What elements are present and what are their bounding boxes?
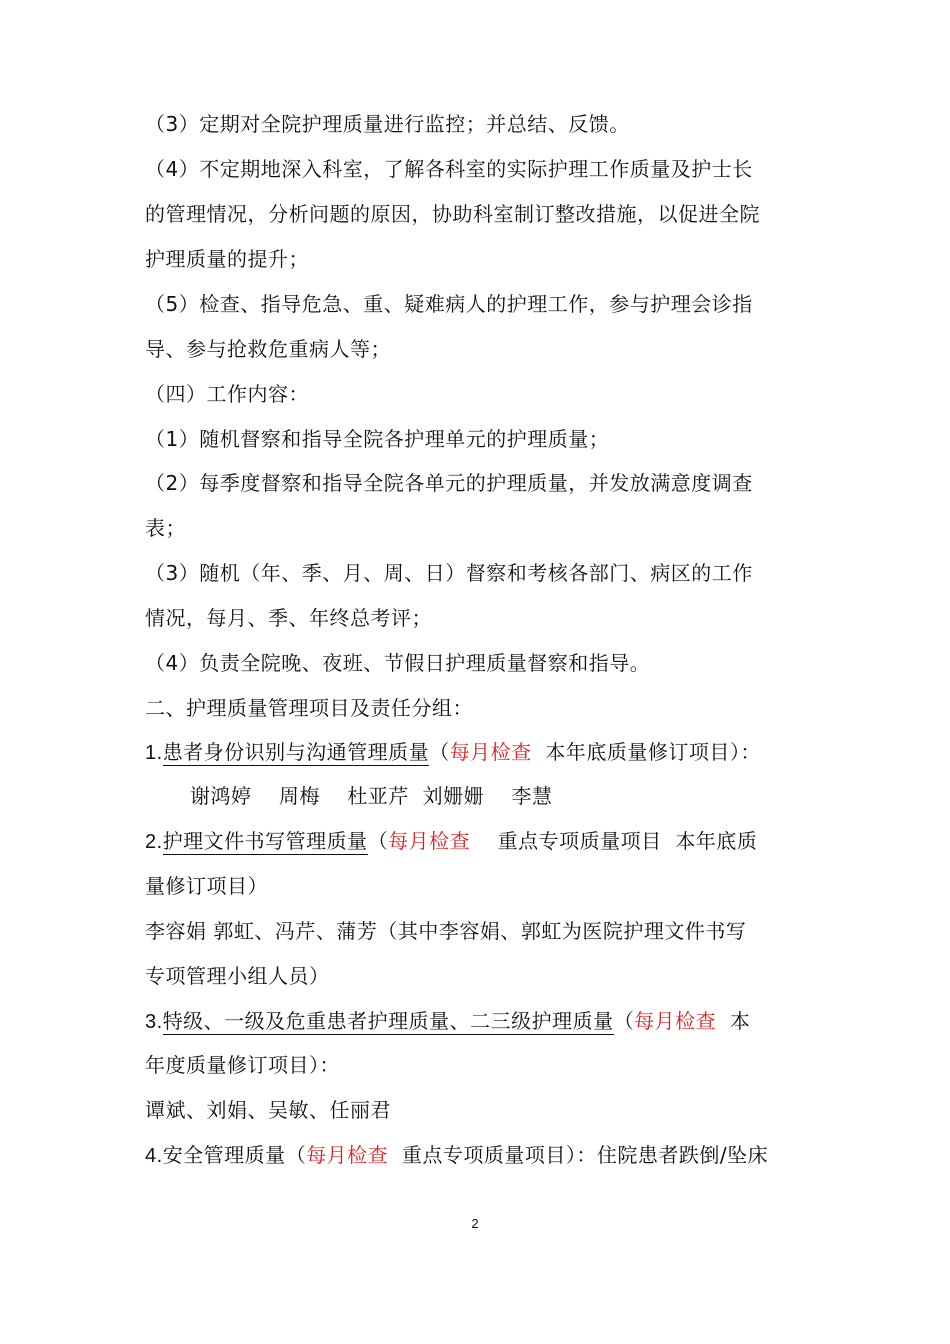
paren: （ (613, 1009, 635, 1033)
text-line: 量修订项目） (145, 874, 268, 898)
responsible-people: 谢鸿婷 周梅 杜亚芹 刘姗姗 李慧 (190, 784, 553, 808)
section-heading: （四）工作内容： (145, 382, 309, 406)
item-note: 本年底质量修订项目）： (531, 740, 761, 764)
text-line: （3）定期对全院护理质量进行监控；并总结、反馈。 (145, 112, 630, 136)
check-frequency: 每月检查 (634, 1009, 717, 1033)
section-heading: 二、护理质量管理项目及责任分组： (145, 696, 473, 720)
check-frequency: 每月检查 (449, 740, 532, 764)
item-4 (145, 1140, 815, 1171)
text-line: （4）不定期地深入科室，了解各科室的实际护理工作质量及护士长 (145, 157, 753, 181)
item-number: 2. (145, 831, 163, 853)
paren: （ (429, 740, 450, 764)
responsible-people: 谭斌、刘娟、吴敏、任丽君 (145, 1098, 391, 1122)
text-line: （3）随机（年、季、月、周、日）督察和考核各部门、病区的工作 (145, 561, 753, 585)
text-line: （2）每季度督察和指导全院各单元的护理质量，并发放满意度调查 (145, 471, 753, 495)
item-note: 重点专项质量项目）：住院患者跌倒/坠床 (388, 1143, 769, 1167)
item-number: 4. (145, 1145, 163, 1167)
paren: （ (367, 829, 389, 853)
check-frequency: 每月检查 (306, 1143, 389, 1167)
item-title: 安全管理质量 (162, 1143, 286, 1167)
text-line: 导、参与抢救危重病人等； (145, 337, 391, 361)
text-line: 的管理情况，分析问题的原因，协助科室制订整改措施，以促进全院 (145, 202, 760, 226)
text-line: 护理质量的提升； (145, 247, 309, 271)
responsible-people: 李容娟 郭虹、冯芹、蒲芳（其中李容娟、郭虹为医院护理文件书写 (145, 919, 747, 943)
item-title: 特级、一级及危重患者护理质量、二三级护理质量 (162, 1009, 614, 1033)
item-number: 3. (145, 1011, 163, 1033)
item-note: 重点专项质量项目 本年底质 (470, 829, 758, 853)
item-3 (145, 1006, 815, 1037)
item-number: 1. (145, 742, 163, 764)
item-title: 患者身份识别与沟通管理质量 (162, 740, 430, 764)
responsible-people: 专项管理小组人员） (145, 964, 330, 988)
item-2 (145, 826, 815, 857)
item-1 (145, 737, 815, 768)
page-number: 2 (471, 1216, 479, 1231)
check-frequency: 每月检查 (388, 829, 471, 853)
text-line: 情况，每月、季、年终总考评； (145, 606, 432, 630)
text-line: （5）检查、指导危急、重、疑难病人的护理工作，参与护理会诊指 (145, 292, 753, 316)
text-line: 年度质量修订项目）： (145, 1053, 340, 1077)
item-note: 本 (716, 1009, 751, 1033)
paren: （ (285, 1143, 307, 1167)
text-line: 表； (145, 516, 186, 540)
text-line: （4）负责全院晚、夜班、节假日护理质量督察和指导。 (145, 651, 651, 675)
text-line: （1）随机督察和指导全院各护理单元的护理质量； (145, 427, 610, 451)
item-title: 护理文件书写管理质量 (162, 829, 368, 853)
